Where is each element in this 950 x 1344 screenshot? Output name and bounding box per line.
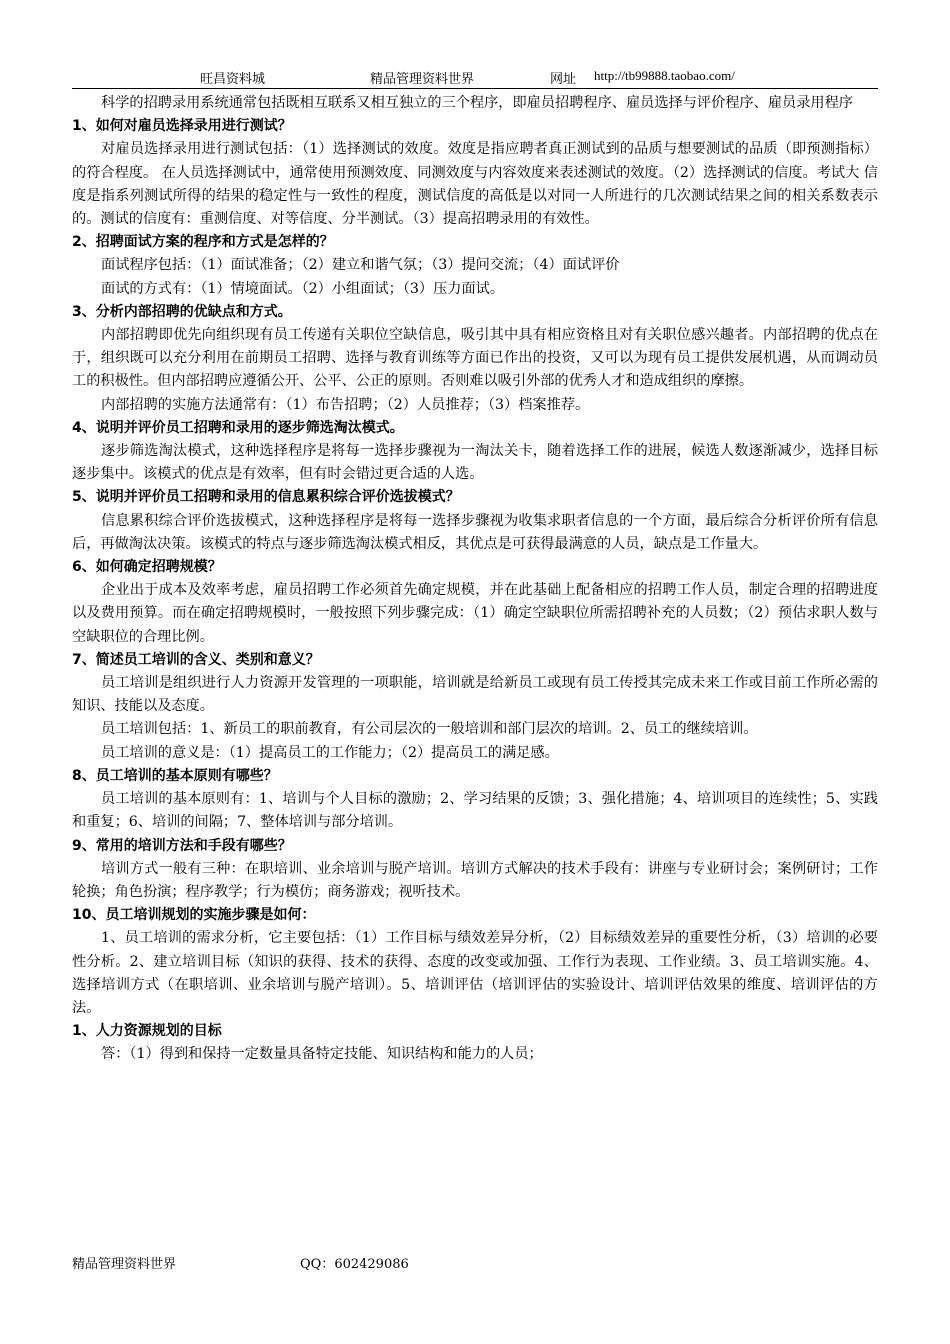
section-heading: 8、员工培训的基本原则有哪些？ (72, 767, 278, 784)
section-paragraph: 逐步筛选淘汰模式，这种选择程序是将每一选择步骤视为一淘汰关卡，随着选择工作的进展，候选人数逐渐减少，选择目标逐步集中。该模式的优点是有效率，但有时会错过更合适的人选。 (72, 443, 878, 483)
section-paragraph: 信息累积综合评价选拔模式，这种选择程序是将每一选择步骤视为收集求职者信息的一个方面，最后综合分析评价所有信息后，再做淘汰决策。该模式的特点与逐步筛选淘汰模式相反，其优点是可获得最满意的人员，缺点是工作量大。 (72, 512, 878, 552)
section-heading: 6、如何确定招聘规模？ (72, 559, 222, 576)
footer-qq: QQ：602429086 (300, 1257, 409, 1272)
header-site-name: 精品管理资料世界 (370, 72, 475, 87)
section-heading: 10、员工培训规划的实施步骤是如何： (72, 907, 316, 924)
intro-paragraph: 科学的招聘录用系统通常包括既相互联系又相互独立的三个程序，即雇员招聘程序、雇员选择与评价程序、雇员录用程序 (101, 95, 853, 111)
section-heading: 1、人力资源规划的目标 (72, 1023, 222, 1040)
section-paragraph: 员工培训的意义是：（1）提高员工的工作能力；（2）提高员工的满足感。 (101, 744, 559, 761)
section-paragraph: 培训方式一般有三种：在职培训、业余培训与脱产培训。培训方式解决的技术手段有：讲座与专业研讨会；案例研讨；工作轮换；角色扮演；程序教学；行为模仿；商务游戏；视听技术。 (72, 860, 878, 900)
section-heading: 7、简述员工培训的含义、类别和意义？ (72, 651, 320, 668)
section-heading: 9、常用的培训方法和手段有哪些？ (72, 837, 292, 854)
footer-site-name: 精品管理资料世界 (72, 1257, 177, 1272)
section-heading: 2、招聘面试方案的程序和方式是怎样的？ (72, 234, 334, 251)
section-heading: 5、说明并评价员工招聘和录用的信息累积综合评价选拔模式？ (72, 489, 460, 506)
section-paragraph: 员工培训的基本原则有：1、培训与个人目标的激励；2、学习结果的反馈；3、强化措施；4、培训项目的连续性；5、实践和重复；6、培训的间隔；7、整体培训与部分培训。 (72, 791, 878, 831)
section-paragraph: 答：（1）得到和保持一定数量具备特定技能、知识结构和能力的人员； (101, 1046, 543, 1063)
section-paragraph: 面试的方式有：（1）情境面试。（2）小组面试；（3）压力面试。 (101, 280, 505, 297)
header-url-label: 网址 (550, 72, 577, 87)
section-paragraph: 内部招聘的实施方法通常有：（1）布告招聘；（2）人员推荐；（3）档案推荐。 (101, 396, 590, 413)
page-footer (72, 1253, 878, 1273)
page-header (72, 66, 878, 89)
header-shop-name: 旺昌资料城 (200, 72, 266, 87)
section-paragraph: 内部招聘即优先向组织现有员工传递有关职位空缺信息，吸引其中具有相应资格且对有关职位感兴趣者。内部招聘的优点在于，组织既可以充分利用在前期员工招聘、选择与教育训练等方面已作出的投资，又可以为现有员工提供发展机遇，从而调动员工的积极性。但内部招聘应遵循公开、公平、公正的原则。否则难以吸引外部的优秀人才和造成组织的摩擦。 (72, 327, 878, 390)
section-heading: 3、分析内部招聘的优缺点和方式。 (72, 303, 292, 320)
section-paragraph: 1、员工培训的需求分析，它主要包括：（1）工作目标与绩效差异分析，（2）目标绩效差异的重要性分析，（3）培训的必要性分析。2、建立培训目标（知识的获得、技术的获得、态度的改变或加强、工作行为表现、工作业绩。3、员工培训实施。4、选择培训方式（在职培训、业余培训与脱产培训）。5、培训评估（培训评估的实验设计、培训评估效果的维度、培训评估的方法。 (72, 930, 878, 1016)
document-body (72, 92, 878, 1067)
section-heading: 1、如何对雇员选择录用进行测试？ (72, 118, 292, 135)
section-paragraph: 对雇员选择录用进行测试包括：（1）选择测试的效度。效度是指应聘者真正测试到的品质与想要测试的品质（即预测指标）的符合程度。 在人员选择测试中，通常使用预测效度、同测效度与内容效度来表述测试的效度。（2）选择测试的信度。考试大 信度是指系列测试所得的结果的稳定性与一致性的程度，测试信度的高低是以对同一人所进行的几次测试结果之间的相关系数表示的。测试的信度有：重测信度、对等信度、分半测试。（3）提高招聘录用的有效性。 (72, 141, 878, 228)
section-paragraph: 员工培训包括：1、新员工的职前教育，有公司层次的一般培训和部门层次的培训。2、员工的继续培训。 (101, 721, 758, 738)
header-url-link[interactable]: http://tb99888.taobao.com/ (594, 68, 735, 83)
section-heading: 4、说明并评价员工招聘和录用的逐步筛选淘汰模式。 (72, 419, 404, 436)
section-paragraph: 面试程序包括：（1）面试准备；（2）建立和谐气氛；（3）提问交流；（4）面试评价 (101, 257, 620, 274)
section-paragraph: 企业出于成本及效率考虑，雇员招聘工作必须首先确定规模，并在此基础上配备相应的招聘工作人员，制定合理的招聘进度以及费用预算。而在确定招聘规模时，一般按照下列步骤完成：（1）确定空缺职位所需招聘补充的人员数；（2）预估求职人数与空缺职位的合理比例。 (72, 582, 878, 645)
section-paragraph: 员工培训是组织进行人力资源开发管理的一项职能，培训就是给新员工或现有员工传授其完成未来工作或目前工作所必需的知识、技能以及态度。 (72, 675, 878, 715)
